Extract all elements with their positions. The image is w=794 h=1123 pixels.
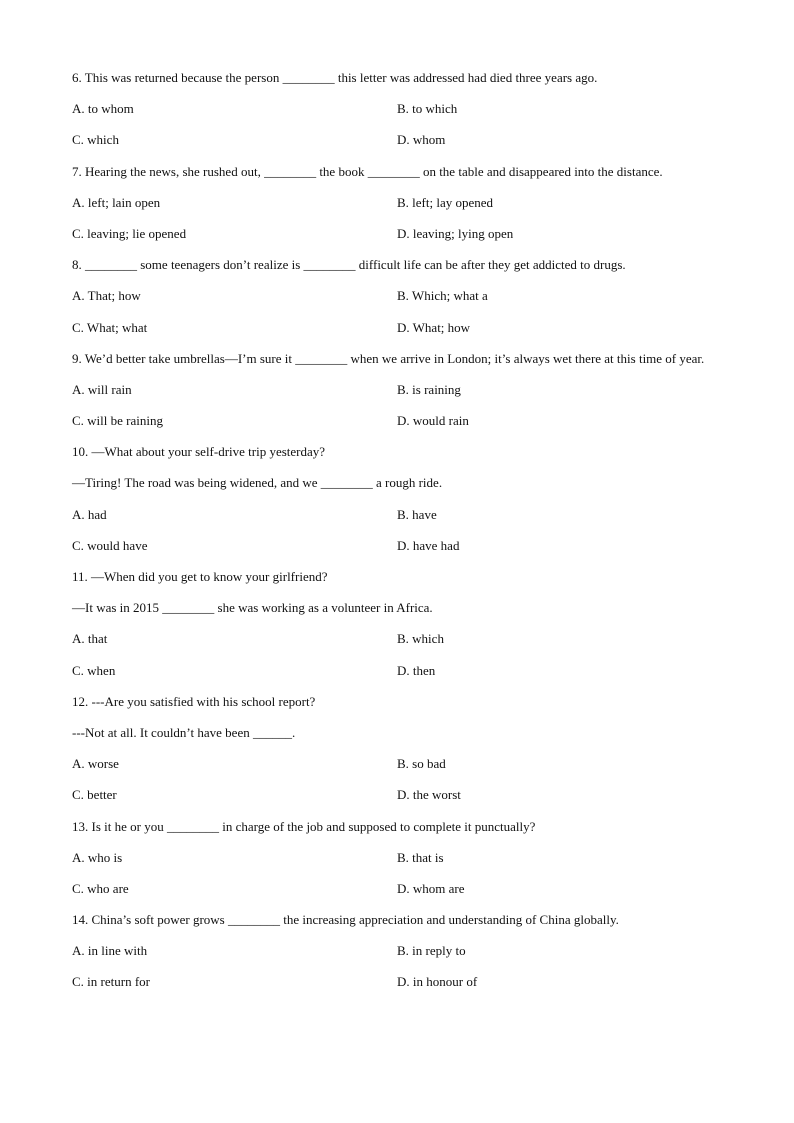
option-c[interactable]: C. better — [72, 787, 117, 803]
option-b[interactable]: B. to which — [397, 101, 458, 117]
option-d[interactable]: D. What; how — [397, 319, 471, 335]
options-row — [72, 623, 722, 654]
question-11 — [72, 561, 722, 686]
option-a[interactable]: A. in line with — [72, 943, 148, 959]
question-stem-continuation: ---Not at all. It couldn’t have been ______. — [72, 724, 296, 740]
options-row — [72, 966, 722, 997]
option-b[interactable]: B. that is — [397, 849, 444, 865]
option-c[interactable]: C. when — [72, 662, 116, 678]
options-row — [72, 935, 722, 966]
options-row — [72, 842, 722, 873]
option-a[interactable]: A. that — [72, 631, 108, 647]
option-a[interactable]: A. That; how — [72, 288, 141, 304]
question-stem-continuation: —It was in 2015 ________ she was working as a volunteer in Africa. — [72, 600, 433, 616]
option-c[interactable]: C. What; what — [72, 319, 148, 335]
option-d[interactable]: D. have had — [397, 537, 460, 553]
option-a[interactable]: A. to whom — [72, 101, 134, 117]
question-stem: 13. Is it he or you ________ in charge of the job and supposed to complete it punctually? — [72, 818, 536, 834]
option-a[interactable]: A. worse — [72, 756, 119, 772]
option-b[interactable]: B. Which; what a — [397, 288, 488, 304]
option-d[interactable]: D. the worst — [397, 787, 461, 803]
question-9 — [72, 343, 722, 437]
option-b[interactable]: B. left; lay opened — [397, 194, 494, 210]
option-a[interactable]: A. who is — [72, 849, 123, 865]
question-stem: 10. —What about your self-drive trip yesterday? — [72, 444, 326, 460]
options-row — [72, 280, 722, 311]
question-7 — [72, 156, 722, 250]
question-stem: 9. We’d better take umbrellas—I’m sure it ________ when we arrive in London; it’s always wet there at this time of year. — [72, 350, 705, 366]
option-a[interactable]: A. left; lain open — [72, 194, 161, 210]
question-12 — [72, 686, 722, 811]
options-row — [72, 748, 722, 779]
options-row — [72, 499, 722, 530]
option-d[interactable]: D. leaving; lying open — [397, 225, 514, 241]
options-row — [72, 124, 722, 155]
option-b[interactable]: B. which — [397, 631, 444, 647]
option-c[interactable]: C. in return for — [72, 974, 150, 990]
question-stem: 6. This was returned because the person ________ this letter was addressed had died three years ago. — [72, 70, 598, 85]
options-row — [72, 779, 722, 810]
option-b[interactable]: B. so bad — [397, 756, 446, 772]
options-row — [72, 655, 722, 686]
option-c[interactable]: C. which — [72, 132, 119, 148]
option-c[interactable]: C. will be raining — [72, 413, 163, 429]
options-row — [72, 873, 722, 904]
options-row — [72, 374, 722, 405]
question-8 — [72, 249, 722, 343]
option-d[interactable]: D. whom — [397, 132, 446, 148]
options-row — [72, 218, 722, 249]
question-10 — [72, 436, 722, 561]
question-stem: 12. ---Are you satisfied with his school report? — [72, 693, 316, 709]
question-stem: 7. Hearing the news, she rushed out, ________ the book ________ on the table and disappeared into the distance. — [72, 163, 663, 179]
question-6 — [72, 62, 722, 156]
option-a[interactable]: A. had — [72, 506, 107, 522]
option-c[interactable]: C. leaving; lie opened — [72, 225, 187, 241]
option-d[interactable]: D. in honour of — [397, 974, 478, 990]
question-stem: 11. —When did you get to know your girlfriend? — [72, 569, 328, 585]
option-b[interactable]: B. have — [397, 506, 437, 522]
question-13 — [72, 811, 722, 905]
option-c[interactable]: C. would have — [72, 537, 148, 553]
question-stem-continuation: —Tiring! The road was being widened, and we ________ a rough ride. — [72, 475, 443, 491]
question-14 — [72, 904, 722, 998]
question-stem: 8. ________ some teenagers don’t realize is ________ difficult life can be after they get addicted to drugs. — [72, 257, 626, 273]
options-row — [72, 93, 722, 124]
options-row — [72, 530, 722, 561]
option-b[interactable]: B. is raining — [397, 381, 461, 397]
question-stem: 14. China’s soft power grows ________ the increasing appreciation and understanding of China globally. — [72, 912, 619, 928]
option-d[interactable]: D. whom are — [397, 880, 465, 896]
option-a[interactable]: A. will rain — [72, 381, 132, 397]
option-d[interactable]: D. would rain — [397, 413, 469, 429]
options-row — [72, 187, 722, 218]
option-c[interactable]: C. who are — [72, 880, 129, 896]
options-row — [72, 312, 722, 343]
options-row — [72, 405, 722, 436]
option-b[interactable]: B. in reply to — [397, 943, 466, 959]
exam-page — [72, 62, 722, 998]
option-d[interactable]: D. then — [397, 662, 436, 678]
